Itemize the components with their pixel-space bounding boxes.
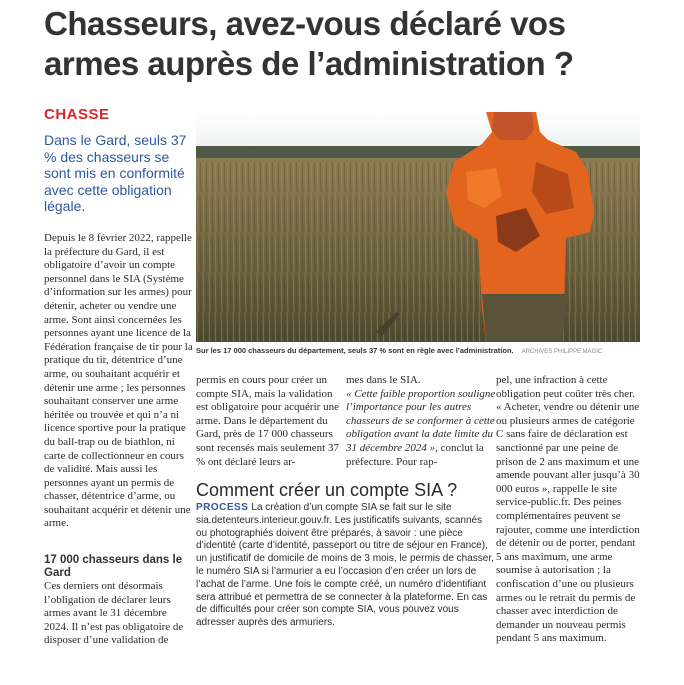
hunter-photo bbox=[196, 112, 640, 342]
section-kicker: CHASSE bbox=[44, 106, 110, 123]
body-paragraph: Ces derniers ont désormais l’obligation de déclarer leurs armes avant le 31 décembre 2024. Il n’est pas obligatoire de disposer d’une validation de bbox=[44, 580, 184, 647]
body-column-1b bbox=[44, 580, 194, 648]
sidebar-text: La création d’un compte SIA se fait sur le site sia.detenteurs.interieur.gouv.fr. Les justificatifs suivants, scannés ou photographiés doivent être préparés, à savoir : une pièce d’identité (carte d’identité, passeport ou titre de séjour en France), un justificatif de domicile de moins de 3 mois, le permis de chasser, le numéro SIA si l’armurier a eu l’occasion d’en créer un lors de l’achat de l’arme. Une fois le compte créé, un numéro d’identifiant sera attribué et permettra de se connecter à la plateforme. En cas de difficultés pour créer son compte SIA, vous pouvez vous adresser auprès des armuriers. bbox=[196, 502, 494, 629]
sidebar-title: Comment créer un compte SIA ? bbox=[196, 480, 458, 500]
body-paragraph: Depuis le 8 février 2022, rappelle la préfecture du Gard, il est obligatoire d’avoir un compte personnel dans le SIA (Système d’information sur les armes) pour détenir, acheter ou vendre une arme. Sont ainsi concernées les personnes ayant une licence de la Fédération française de tir pour la pratique du tir, détentrice d’une arme, ou souhaitant acquérir et détenir une arme ; les personnes souhaitant conserver une arme héritée ou trouvée et qui n’a ni licence sportive pour la pratique du ball-trap ou de biathlon, ni carte de collectionneur en cours de validité. Mais aussi les personnes ayant un permis de chasser, détentrice d’arme, ou souhaitant acquérir et détenir une arme. bbox=[44, 232, 193, 530]
photo-credit: ARCHIVES PHILIPPE MAGIC bbox=[521, 349, 603, 355]
text-run: conclut la préfecture. Pour rap- bbox=[346, 441, 484, 468]
sidebar-body bbox=[196, 502, 494, 630]
body-column-2 bbox=[196, 374, 346, 469]
headline: Chasseurs, avez-vous déclaré vos armes auprès de l’administration ? bbox=[44, 5, 574, 82]
intertitle: 17 000 chasseurs dans le Gard bbox=[44, 554, 183, 579]
standfirst: Dans le Gard, seuls 37 % des chasseurs se sont mis en conformité avec cette obligation légale. bbox=[44, 132, 187, 214]
body-paragraph: permis en cours pour créer un compte SIA, mais la validation est obligatoire pour acquérir une arme. Dans le département du Gard, près de 17 000 chasseurs sont recensés mais seulement 37 % ont déclaré leurs ar- bbox=[196, 374, 339, 468]
body-paragraph bbox=[346, 374, 496, 469]
body-paragraph: pel, une infraction à cette obligation peut coûter très cher. « Acheter, vendre ou détenir une ou plusieurs armes de catégorie C sans faire de déclaration est sanctionné par une peine de prison de 2 ans maximum et une amende pouvant aller jusqu’à 30 000 euros », rappelle le site service-public.fr. Des peines complémentaires peuvent se rajouter, comme une interdiction de détenir ou de porter, pendant 5 ans maximum, une arme soumise à autorisation ; la confiscation d’une ou plusieurs armes ou le retrait du permis de chasser avec interdiction de demander un nouveau permis pendant 5 ans maximum. bbox=[496, 374, 640, 645]
body-column-3 bbox=[346, 374, 496, 469]
photo-caption bbox=[196, 346, 640, 355]
body-column-4 bbox=[496, 374, 642, 646]
body-column-1 bbox=[44, 232, 194, 531]
sidebar-lead: PROCESS bbox=[196, 502, 249, 513]
quote-run: « Cette faible proportion souligne l’importance pour les autres chasseurs de se conformer à cette obligation avant la date limite du 31 décembre 2024 », bbox=[346, 387, 496, 454]
caption-text: Sur les 17 000 chasseurs du département, seuls 37 % sont en règle avec l’administration. bbox=[196, 346, 514, 355]
text-run: mes dans le SIA. bbox=[346, 374, 421, 386]
